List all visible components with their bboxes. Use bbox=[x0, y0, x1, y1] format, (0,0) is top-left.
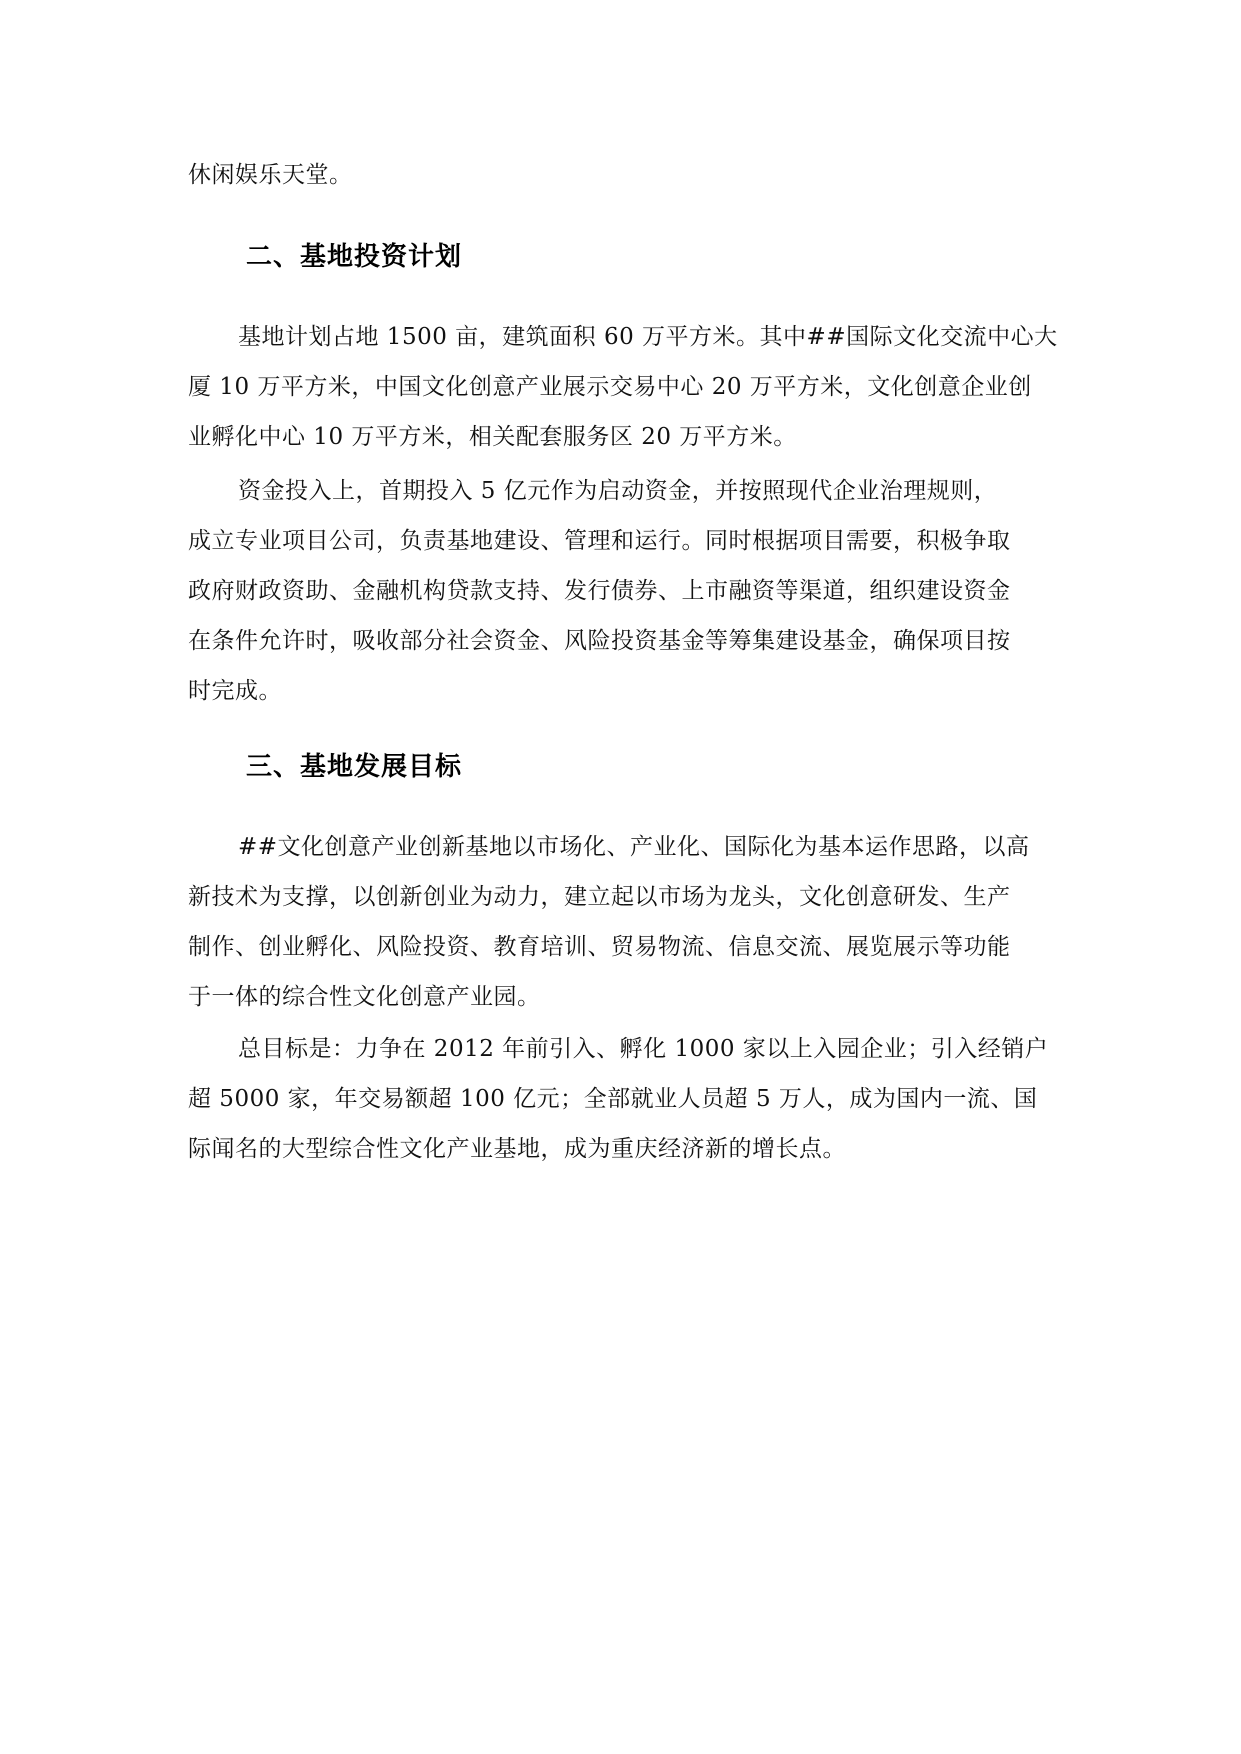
paragraph-line: ##文化创意产业创新基地以市场化、产业化、国际化为基本运作思路，以高 bbox=[238, 834, 1030, 860]
paragraph-line: 在条件允许时，吸收部分社会资金、风险投资基金等筹集建设基金，确保项目按 bbox=[188, 628, 1011, 654]
paragraph-land-plan bbox=[188, 312, 1058, 462]
paragraph-line: 于一体的综合性文化创意产业园。 bbox=[188, 984, 541, 1010]
paragraph-base-positioning bbox=[188, 822, 1054, 1022]
paragraph-line: 业孵化中心 10 万平方米，相关配套服务区 20 万平方米。 bbox=[188, 424, 797, 450]
section-heading-development-goals: 三、基地发展目标 bbox=[246, 752, 463, 782]
paragraph-line: 新技术为支撑，以创新创业为动力，建立起以市场为龙头，文化创意研发、生产 bbox=[188, 884, 1011, 910]
paragraph-line: 成立专业项目公司，负责基地建设、管理和运行。同时根据项目需要，积极争取 bbox=[188, 528, 1011, 554]
paragraph-funding bbox=[188, 466, 1054, 716]
paragraph-line: 时完成。 bbox=[188, 678, 282, 704]
intro-line: 休闲娱乐天堂。 bbox=[188, 162, 353, 188]
paragraph-line: 基地计划占地 1500 亩，建筑面积 60 万平方米。其中##国际文化交流中心大 bbox=[238, 324, 1058, 350]
section-heading-investment-plan: 二、基地投资计划 bbox=[246, 242, 463, 272]
document-body bbox=[188, 150, 1058, 1174]
paragraph-line: 总目标是：力争在 2012 年前引入、孵化 1000 家以上入园企业；引入经销户 bbox=[238, 1036, 1049, 1062]
paragraph-line: 政府财政资助、金融机构贷款支持、发行债券、上市融资等渠道，组织建设资金 bbox=[188, 578, 1011, 604]
paragraph-line: 厦 10 万平方米，中国文化创意产业展示交易中心 20 万平方米，文化创意企业创 bbox=[188, 374, 1032, 400]
paragraph-line: 资金投入上，首期投入 5 亿元作为启动资金，并按照现代企业治理规则， bbox=[238, 478, 998, 504]
paragraph-line: 制作、创业孵化、风险投资、教育培训、贸易物流、信息交流、展览展示等功能 bbox=[188, 934, 1011, 960]
paragraph-line: 超 5000 家，年交易额超 100 亿元；全部就业人员超 5 万人，成为国内一流、国 bbox=[188, 1086, 1038, 1112]
paragraph-overall-goal bbox=[188, 1024, 1054, 1174]
paragraph-line: 际闻名的大型综合性文化产业基地，成为重庆经济新的增长点。 bbox=[188, 1136, 846, 1162]
